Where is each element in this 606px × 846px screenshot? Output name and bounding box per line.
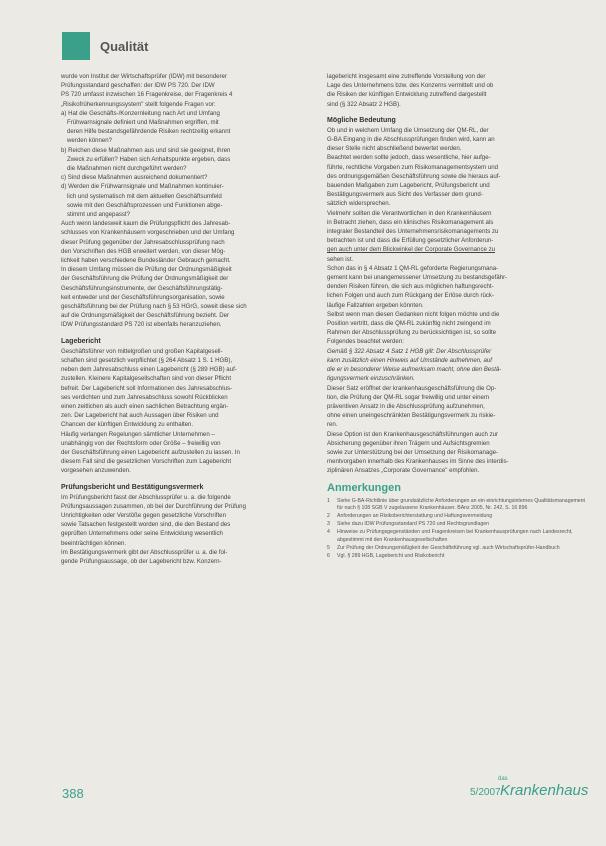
text-line: kann zusätzlich einen Hinweis auf Umstände aufnehmen, auf xyxy=(327,356,492,364)
note-text: Siehe G-BA-Richtlinie über grundsätzliche Anforderungen an ein einrichtungsinternes Qualitätsmanagement für nach § 108 SGB V zugelassene Krankenhäuser. BAnz 2005, Nr. 242, S. 16 896 xyxy=(337,497,585,511)
list-item: Frühwarnsignale definiert und Maßnahmen ergriffen, mit xyxy=(67,119,219,127)
note-item xyxy=(327,521,585,528)
text-line: läufige Fallzahlen ergeben könnten. xyxy=(327,301,424,309)
paragraph xyxy=(61,493,319,567)
note-number: 5 xyxy=(327,544,330,551)
text-line: Vielmehr sollten die Verantwortlichen in den Krankenhäusern xyxy=(327,209,492,217)
text-line: dieser Prüfung gegenüber der Jahresabschlussprüfung nach xyxy=(61,238,225,246)
text-line: Unrichtigkeiten oder Verstöße gegen gesetzliche Vorschriften xyxy=(61,511,226,519)
text-line: geprüften Unternehmens oder seine Entwicklung wesentlich xyxy=(61,530,223,538)
text-line: Diese Option ist den Krankenhausgeschäftsführungen auch zur xyxy=(327,430,499,438)
section-title: Qualität xyxy=(100,38,149,54)
subheading: Lagebericht xyxy=(61,337,101,345)
text-line: sowie Tatsachen festgestellt worden sind, die den Bestand des xyxy=(61,521,231,529)
list-item: deren Hilfe bestandsgefährdende Risiken rechtzeitig erkannt xyxy=(67,128,231,136)
note-text: Siehe dazu IDW Prüfungsstandard PS 720 und Rechtsgrundlagen xyxy=(337,521,489,528)
text-line: gement kann bei unangemessener Umsetzung zu bestandsgefähr- xyxy=(327,274,508,282)
text-line: befreit. Der Lagebericht soll Informationen des Jahresabschlus- xyxy=(61,384,233,392)
text-line: Chancen der künftigen Entwicklung zu enthalten. xyxy=(61,421,194,429)
text-line: die er in besonderer Weise aufmerksam macht, ohne den Bestä- xyxy=(327,366,502,374)
note-text: Zur Prüfung der Ordnungsmäßigkeit der Geschäftsführung vgl. auch Wirtschaftsprüfer-Handbuch xyxy=(337,544,560,551)
list-item: d) Werden die Frühwarnsignale und Maßnahmen kontinuier- xyxy=(61,183,224,191)
paragraph xyxy=(327,126,585,476)
text-line: IDW Prüfungsstandard PS 720 ist ebenfalls heranzuziehen. xyxy=(61,321,222,329)
note-number: 4 xyxy=(327,529,330,536)
note-item xyxy=(327,513,585,520)
text-line: Selbst wenn man diesen Gedanken nicht folgen möchte und die xyxy=(327,310,500,318)
text-line: sowie zur Unterstützung bei der Umsetzung der Risikomanage- xyxy=(327,448,499,456)
text-line: zen. Der Lagebericht hat auch Aussagen über Risiken und xyxy=(61,412,219,420)
note-item xyxy=(327,545,585,552)
text-line: auf die Ordnungsmäßigkeit der Geschäftsführung bezieht. Der xyxy=(61,312,230,320)
text-line: gende Prüfungsaussage, ob der Lagebericht bzw. Konzern- xyxy=(61,557,222,565)
text-line: ohne einen uneingeschränkten Bestätigungsvermerk zu riskie- xyxy=(327,412,496,420)
note-number: 1 xyxy=(327,497,330,504)
notes-list xyxy=(327,498,585,561)
text-line: führte, rechtliche Vorgaben zum Risikomanagementsystem und xyxy=(327,163,499,171)
text-line: wurde von Institut der Wirtschaftsprüfer (IDW) mit besonderer xyxy=(61,73,227,80)
text-line: Bestätigungsvermerk aus Sicht des Verfasser dem grund- xyxy=(327,191,483,199)
section-header xyxy=(62,32,148,60)
list-item: stimmt und angepasst? xyxy=(67,211,131,219)
text-line: unabhängig von der Rechtsform oder Größe – freiwillig von xyxy=(61,439,221,447)
text-line: Lage des Unternehmens bzw. des Konzerns vermittelt und ob xyxy=(327,82,494,90)
text-line: lagebericht insgesamt eine zutreffende Vorstellung von der xyxy=(327,73,486,80)
subheading: Prüfungsbericht und Bestätigungsvermerk xyxy=(61,483,204,491)
article-body xyxy=(61,72,585,762)
text-line: Auch wenn landesweit kaum die Prüfungspflicht des Jahresab- xyxy=(61,220,231,228)
text-line: Geschäftsführungsinstrumente, der Geschäftsführungstätig- xyxy=(61,284,223,292)
text-line: tigungsvermerk einzuschränken. xyxy=(327,375,415,383)
text-line: die Risiken der künftigen Entwicklung zutreffend dargestellt xyxy=(327,91,487,99)
text-line: keit entweder und der Geschäftsführungsorganisation, sowie xyxy=(61,293,225,301)
paragraph xyxy=(61,219,319,329)
note-number: 6 xyxy=(327,552,330,559)
text-line: zustellen. Kleinere Kapitalgesellschaften sind von dieser Pflicht xyxy=(61,375,232,383)
note-text: Hinweise zu Prüfungsgegenständen und Fragenkreisen bei Krankenhausprüfungen nach Landesrecht, abgestimmt mit den Krankenhausgesellschaften xyxy=(337,529,573,543)
page-footer xyxy=(0,776,606,820)
section-color-block xyxy=(62,32,90,60)
text-line: sind (§ 322 Absatz 2 HGB). xyxy=(327,100,401,108)
text-line: neben dem Jahresabschluss einen Lagebericht (§ 289 HGB) auf- xyxy=(61,366,237,374)
text-line: Prüfungsstandard geschaffen: der IDW PS 720. Der IDW xyxy=(61,82,215,90)
text-line: des ordnungsgemäßen Geschäftsführung sowie die hieraus auf- xyxy=(327,172,501,180)
text-line: Prüfungsaussagen zusammen, ob bei der Durchführung der Prüfung xyxy=(61,502,246,510)
text-line: G-BA Eingang in die Abschlussprüfungen finden wird, kann an xyxy=(327,136,495,144)
text-line: sätzlich widersprechen. xyxy=(327,200,391,208)
note-number: 3 xyxy=(327,521,330,528)
note-item xyxy=(327,529,585,543)
list-item: Zweck zu erfüllen? Haben sich Anhaltspunkte ergeben, dass xyxy=(67,155,231,163)
text-line: Gemäß § 322 Absatz 4 Satz 1 HGB gilt: Der Abschlussprüfer xyxy=(327,347,492,355)
intro-paragraph xyxy=(61,72,319,109)
text-line: Im Bestätigungsvermerk gibt der Abschlussprüfer u. a. die fol- xyxy=(61,548,228,556)
text-line: Schon das in § 4 Absatz 1 QM-RL geforderte Regierungsmana- xyxy=(327,264,499,272)
text-line: Geschäftsführer von mittelgroßen und großen Kapitalgesell- xyxy=(61,347,223,355)
list-item: werden können? xyxy=(67,137,113,145)
note-item xyxy=(327,553,585,560)
text-line: denden Risiken führen, die sich aus möglichen haftungsrecht- xyxy=(327,283,494,291)
text-line: geschäftsführung bei der Prüfung nach § 53 HGrG, soweit diese sich xyxy=(61,303,247,311)
list-item: a) Hat die Geschäfts-/Konzernleitung nach Art und Umfang xyxy=(61,109,220,117)
text-line: integraler Bestandteil des Unternehmensrisikomanagements zu xyxy=(327,228,499,236)
text-line: den Vorschriften des HGB erweitert werden, von dieser Mög- xyxy=(61,247,226,255)
note-number: 2 xyxy=(327,512,330,519)
text-line: vorgesehen anzuwenden. xyxy=(61,467,131,475)
issue-number: 5/2007 xyxy=(470,787,501,798)
note-text: Vgl. § 289 HGB, Lagebericht und Risikobericht xyxy=(337,552,445,559)
text-line: Dieser Satz eröffnet der krankenhausgeschäftsführung die Op- xyxy=(327,384,497,392)
text-line: ziplinären Ansatzes „Corporate Governance" empfohlen. xyxy=(327,467,480,475)
text-line: gen auch unter dem Blickwinkel der Corporate Governance zu xyxy=(327,246,496,254)
text-line: Ob und in welchem Umfang die Umsetzung der QM-RL, der xyxy=(327,126,489,134)
text-line: dieser Stelle nicht abschließend bewertet werden. xyxy=(327,145,462,153)
text-line: tion, die Prüfung der QM-RL sogar freiwillig und unter einem xyxy=(327,393,490,401)
list-item: b) Reichen diese Maßnahmen aus und sind sie geeignet, ihren xyxy=(61,146,231,154)
text-line: ren. xyxy=(327,421,338,429)
text-line: diesem Fall sind die gesetzlichen Vorschriften zum Lagebericht xyxy=(61,458,232,466)
text-line: In diesem Umfang müssen die Prüfung der Ordnungsmäßigkeit xyxy=(61,266,232,274)
text-line: schlusses von Krankenhäusern vorgeschrieben und der Umfang xyxy=(61,229,235,237)
paragraph xyxy=(327,72,585,109)
text-line: einen zeitlichen als auch einen sachlichen Betrachtung ergän- xyxy=(61,402,229,410)
text-line: bauenden Maßgaben zum Lagebericht, Prüfungsbericht und xyxy=(327,182,490,190)
left-column xyxy=(61,72,319,762)
text-line: „Risikofrüherkennungssystem" stellt folgende Fragen vor: xyxy=(61,100,216,108)
text-line: der Geschäftsführung einen Lagebericht aufzustellen zu lassen. In xyxy=(61,448,240,456)
subheading: Mögliche Bedeutung xyxy=(327,116,396,124)
brand-prefix: das xyxy=(498,776,508,782)
list-item: lich und systematisch mit dem aktuellen Geschäftsumfeld xyxy=(67,192,222,200)
list-item: c) Sind diese Maßnahmen ausreichend dokumentiert? xyxy=(61,174,208,182)
text-line: in Betracht ziehen, dass ein klinisches Risikomanagement als xyxy=(327,218,494,226)
text-line: ses verdichten und zum Jahresabschluss sowohl Rückblicken xyxy=(61,393,228,401)
text-line: präventiven Ansatz in die Abschlussprüfung aufzunehmen, xyxy=(327,402,485,410)
note-text: Anforderungen an Risikoberichterstattung und Haftungsvermeidung xyxy=(337,512,493,519)
page-number: 388 xyxy=(62,786,84,801)
brand-logo: Krankenhaus xyxy=(500,782,589,799)
paragraph xyxy=(61,347,319,476)
text-line: lichkeit haben verschiedene Bundesländer Gebrauch gemacht. xyxy=(61,257,231,265)
text-line: Position vertritt, dass die QM-RL zukünftig nicht zwingend im xyxy=(327,320,491,328)
text-line: Beachtet werden sollte jedoch, dass wesentliche, hier aufge- xyxy=(327,154,491,162)
text-line: Absicherung gegenüber ihren Trägern und Aufsichtsgremien xyxy=(327,439,490,447)
text-line: betrachten ist und dass die Erfüllung gesetzlicher Anforderun- xyxy=(327,237,494,245)
text-line: PS 720 umfasst inzwischen 16 Fragenkreise, der Fragenkreis 4 xyxy=(61,91,233,99)
text-line: Folgendes beachtet werden: xyxy=(327,338,404,346)
list-item: sowie mit den Geschäftsprozessen und Funktionen abge- xyxy=(67,201,223,209)
text-line: mentvorgaben innerhalb des Krankenhauses im Sinne des interdis- xyxy=(327,458,509,466)
text-line: sehen ist. xyxy=(327,255,354,263)
notes-heading: Anmerkungen xyxy=(327,481,401,494)
right-column xyxy=(327,72,585,762)
text-line: Häufig verlangen Regelungen sämtlicher Unternehmen – xyxy=(61,430,215,438)
list-item: die Maßnahmen nicht durchgeführt werden? xyxy=(67,165,187,173)
text-line: Rahmen der Abschlussprüfung zu berücksichtigen ist, so sollte xyxy=(327,329,497,337)
text-line: beeinträchtigen können. xyxy=(61,539,127,547)
note-item xyxy=(327,498,585,512)
text-line: Im Prüfungsbericht fasst der Abschlussprüfer u. a. die folgende xyxy=(61,493,231,501)
text-line: lichen Folgen und auch zum Rückgang der Erlöse durch rück- xyxy=(327,292,494,300)
text-line: schaften sind gesetzlich verpflichtet (§ 264 Absatz 1 S. 1 HGB), xyxy=(61,356,233,364)
text-line: der Geschäftsführung die Prüfung der Ordnungsmäßigkeit der xyxy=(61,275,229,283)
question-list xyxy=(61,109,319,219)
